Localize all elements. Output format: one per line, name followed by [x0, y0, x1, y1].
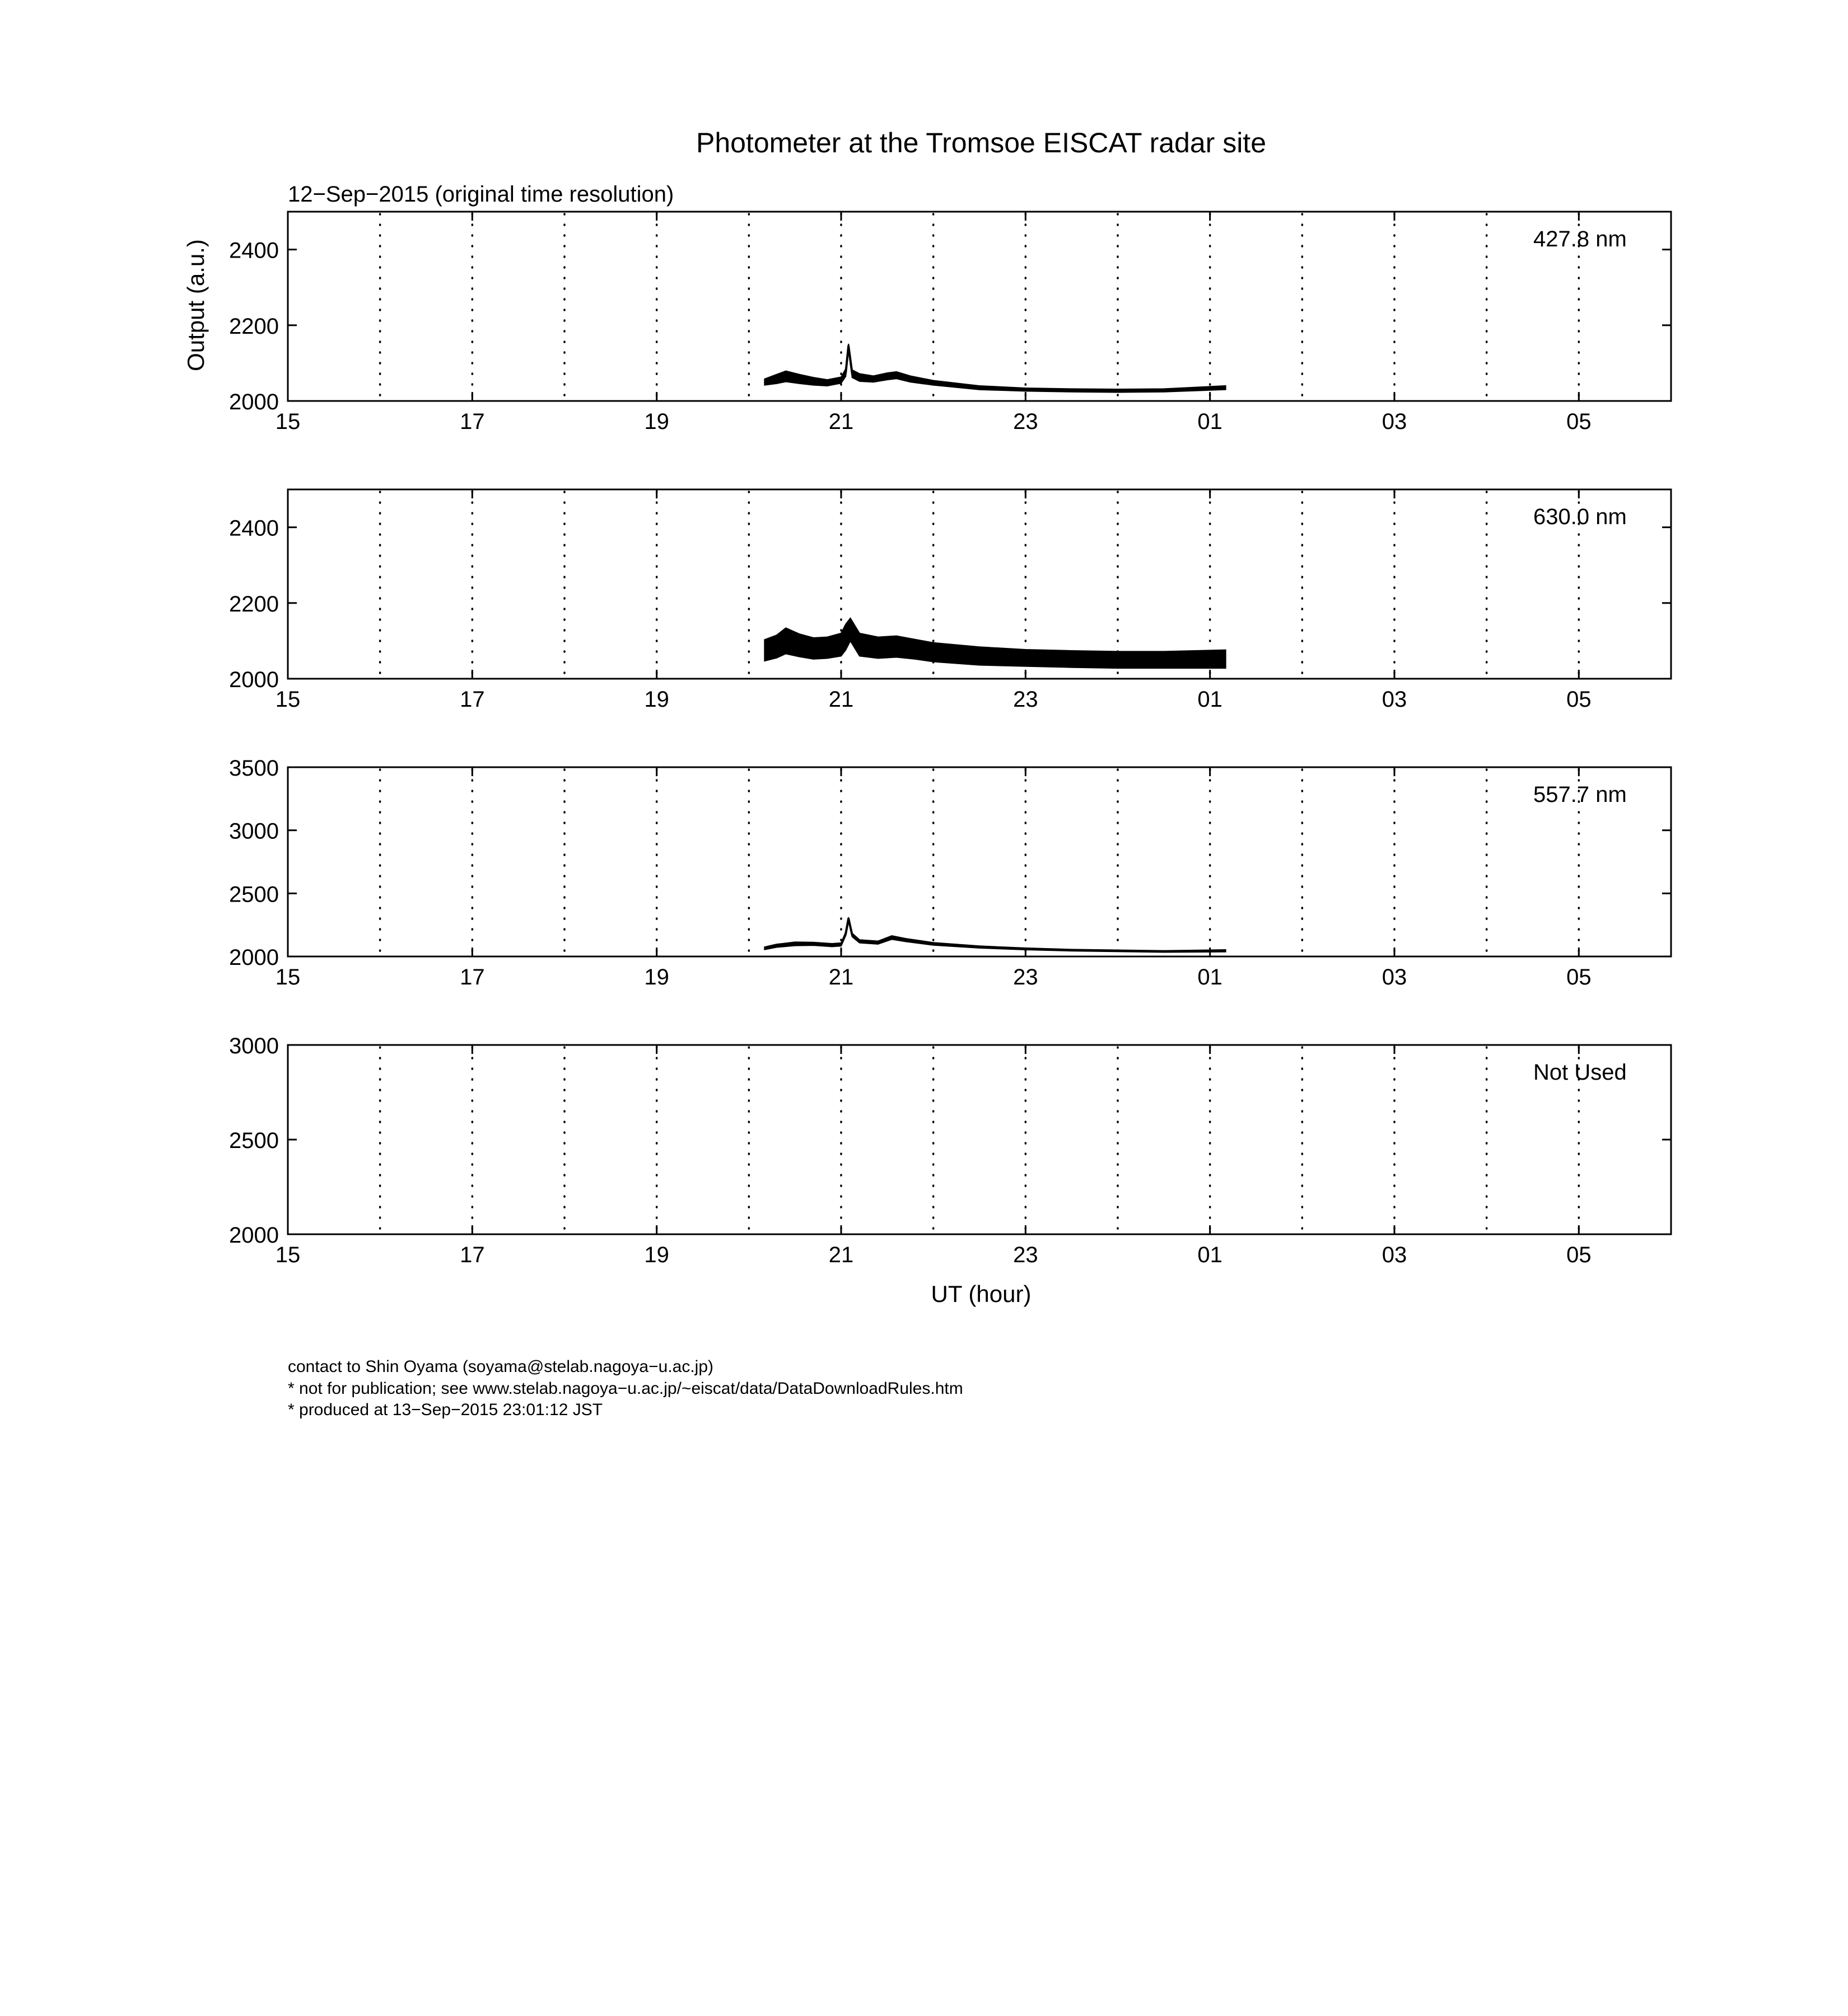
figure-title: Photometer at the Tromsoe EISCAT radar site	[696, 127, 1267, 158]
y-tick-label: 2400	[229, 516, 279, 541]
x-tick-label: 05	[1566, 1243, 1592, 1267]
x-tick-label: 03	[1382, 687, 1407, 712]
footnote-contact: contact to Shin Oyama (soyama@stelab.nagoya−u.ac.jp)	[288, 1357, 714, 1376]
plot-frame	[288, 767, 1671, 956]
x-tick-label: 19	[644, 965, 669, 990]
x-tick-label: 21	[828, 409, 854, 434]
x-tick-label: 17	[460, 965, 485, 990]
y-tick-label: 3000	[229, 819, 279, 844]
x-tick-label: 01	[1197, 409, 1222, 434]
x-tick-label: 23	[1013, 687, 1038, 712]
y-tick-label: 3000	[229, 1034, 279, 1058]
x-tick-label: 21	[828, 965, 854, 990]
x-tick-label: 19	[644, 687, 669, 712]
panel-label: Not Used	[1533, 1060, 1627, 1085]
x-tick-label: 01	[1197, 965, 1222, 990]
panel-3	[229, 756, 1671, 990]
y-tick-label: 2500	[229, 1128, 279, 1153]
y-tick-label: 2400	[229, 238, 279, 263]
x-tick-label: 21	[828, 1243, 854, 1267]
x-tick-label: 03	[1382, 965, 1407, 990]
panel-label: 630.0 nm	[1533, 505, 1627, 529]
y-tick-label: 2000	[229, 1223, 279, 1248]
y-tick-label: 2000	[229, 945, 279, 970]
x-tick-label: 15	[275, 687, 301, 712]
y-tick-label: 2200	[229, 314, 279, 339]
panel-4	[229, 1034, 1671, 1267]
x-tick-label: 15	[275, 409, 301, 434]
panel-label: 427.8 nm	[1533, 227, 1627, 251]
x-tick-label: 17	[460, 409, 485, 434]
footnotes	[288, 1357, 963, 1419]
x-axis-label: UT (hour)	[931, 1281, 1032, 1307]
x-tick-label: 05	[1566, 409, 1592, 434]
panel-1	[229, 212, 1671, 434]
y-tick-label: 3500	[229, 756, 279, 781]
y-axis-label: Output (a.u.)	[183, 239, 209, 371]
x-tick-label: 17	[460, 1243, 485, 1267]
x-tick-label: 05	[1566, 687, 1592, 712]
y-tick-label: 2200	[229, 591, 279, 617]
x-tick-label: 01	[1197, 687, 1222, 712]
x-tick-label: 19	[644, 1243, 669, 1267]
series-band	[764, 344, 1225, 393]
x-tick-label: 03	[1382, 1243, 1407, 1267]
plot-frame	[288, 212, 1671, 401]
x-tick-label: 19	[644, 409, 669, 434]
x-tick-label: 03	[1382, 409, 1407, 434]
footnote-publication: * not for publication; see www.stelab.nagoya−u.ac.jp/~eiscat/data/DataDownloadRules.htm	[288, 1379, 963, 1398]
x-tick-label: 23	[1013, 965, 1038, 990]
x-tick-label: 15	[275, 965, 301, 990]
x-tick-label: 05	[1566, 965, 1592, 990]
y-tick-label: 2500	[229, 882, 279, 907]
x-tick-label: 23	[1013, 409, 1038, 434]
panels	[229, 212, 1671, 1267]
y-tick-label: 2000	[229, 390, 279, 414]
x-tick-label: 15	[275, 1243, 301, 1267]
plot-frame	[288, 1045, 1671, 1234]
x-tick-label: 23	[1013, 1243, 1038, 1267]
x-tick-label: 01	[1197, 1243, 1222, 1267]
x-tick-label: 17	[460, 687, 485, 712]
footnote-produced: * produced at 13−Sep−2015 23:01:12 JST	[288, 1401, 603, 1419]
figure-subtitle: 12−Sep−2015 (original time resolution)	[288, 182, 674, 207]
x-tick-label: 21	[828, 687, 854, 712]
y-tick-label: 2000	[229, 668, 279, 692]
panel-label: 557.7 nm	[1533, 782, 1627, 807]
panel-2	[229, 489, 1671, 712]
